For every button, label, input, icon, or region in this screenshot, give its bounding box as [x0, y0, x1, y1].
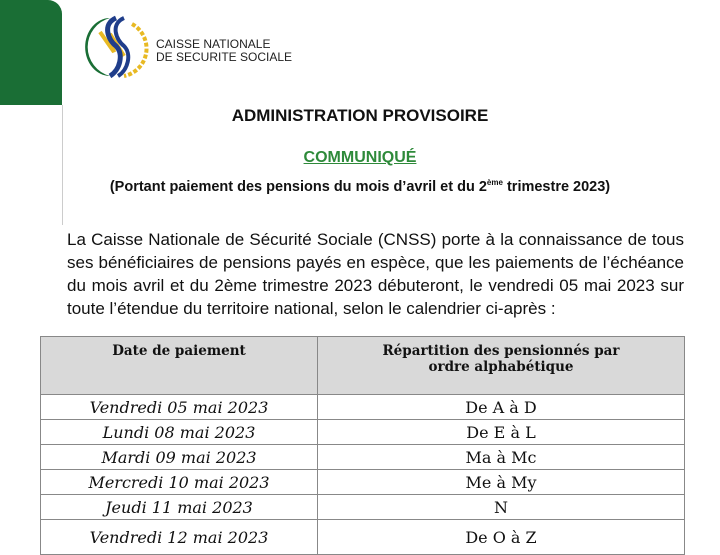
table-row: [41, 470, 685, 495]
payment-date: Mercredi 10 mai 2023: [41, 470, 318, 495]
table-row: [41, 420, 685, 445]
header-green-band: [0, 0, 62, 105]
org-name: [156, 38, 292, 64]
column-header-date: Date de paiement: [41, 337, 318, 395]
body-paragraph: La Caisse Nationale de Sécurité Sociale (CNSS) porte à la connaissance de tous ses bénéficiaires de pensions payés en espèce, que les paiements de l’échéance du mois avril et du 2ème trimestre 2023 débuteront, le vendredi 05 mai 2023 sur toute l’étendue du territoire national, selon le calendrier ci-après :: [67, 230, 684, 318]
name-range: De A à D: [318, 395, 685, 420]
name-range: De O à Z: [318, 520, 685, 555]
payment-date: Vendredi 12 mai 2023: [41, 520, 318, 555]
communique-heading: COMMUNIQUÉ: [303, 149, 417, 166]
table-row: [41, 495, 685, 520]
subtitle-text: (Portant paiement des pensions du mois d’avril et du 2: [109, 178, 487, 195]
org-line2: DE SECURITE SOCIALE: [156, 50, 293, 64]
payment-date: Jeudi 11 mai 2023: [41, 495, 318, 520]
subtitle: [0, 178, 720, 195]
payment-date: Vendredi 05 mai 2023: [41, 395, 318, 420]
table-row: [41, 445, 685, 470]
org-line1: CAISSE NATIONALE: [156, 37, 271, 51]
payment-schedule-table: [40, 336, 685, 555]
table-row: [41, 395, 685, 420]
payment-date: Lundi 08 mai 2023: [41, 420, 318, 445]
cnss-logo: [80, 12, 150, 82]
subtitle-sup: ème: [486, 178, 503, 187]
table-row: [41, 520, 685, 555]
column-header-repartition: Répartition des pensionnés par ordre alphabétique: [318, 337, 685, 395]
payment-date: Mardi 09 mai 2023: [41, 445, 318, 470]
name-range: Me à My: [318, 470, 685, 495]
subtitle-text-end: trimestre 2023): [502, 178, 611, 195]
name-range: N: [318, 495, 685, 520]
name-range: De E à L: [318, 420, 685, 445]
page-title: ADMINISTRATION PROVISOIRE: [231, 106, 489, 125]
name-range: Ma à Mc: [318, 445, 685, 470]
